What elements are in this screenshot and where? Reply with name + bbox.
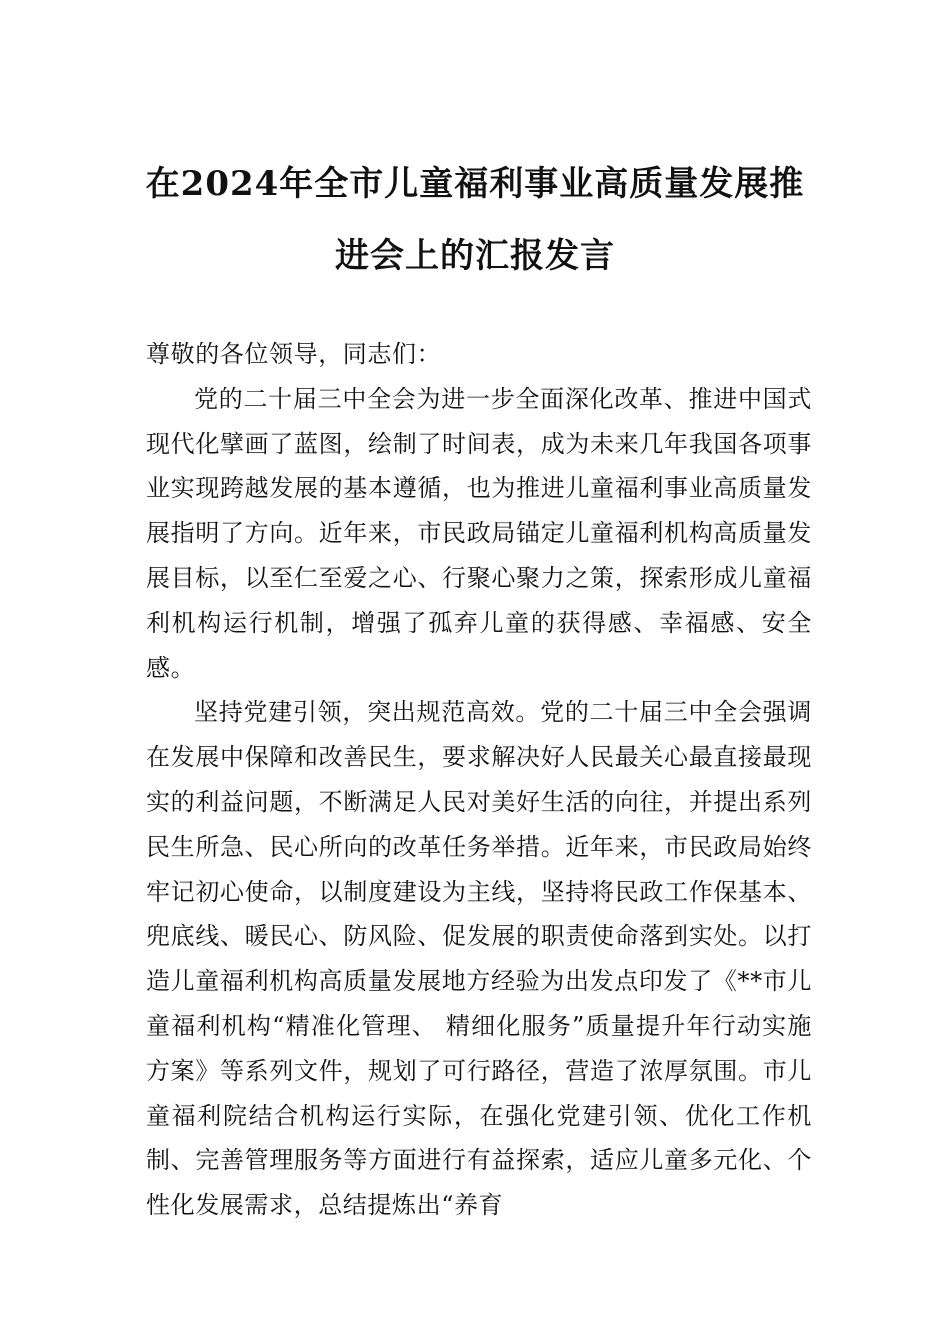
document-title-line-2: 进会上的汇报发言: [335, 236, 615, 276]
paragraph-1: 党的二十届三中全会为进一步全面深化改革、推进中国式现代化擘画了蓝图，绘制了时间表，成为未来几年我国各项事业实现跨越发展的基本遵循，也为推进儿童福利事业高质量发展指明了方向。近年来，市民政局锚定儿童福利机构高质量发展目标，以至仁至爱之心、行聚心聚力之策，探索形成儿童福利机构运行机制，增强了孤弃儿童的获得感、幸福感、安全感。: [146, 384, 812, 682]
document-title-line-1: 在2024年全市儿童福利事业高质量发展推: [145, 164, 805, 204]
document-body: [146, 332, 812, 1228]
paragraph-2: 坚持党建引领，突出规范高效。党的二十届三中全会强调在发展中保障和改善民生，要求解决好人民最关心最直接最现实的利益问题，不断满足人民对美好生活的向往，并提出系列民生所急、民心所向的改革任务举措。近年来，市民政局始终牢记初心使命，以制度建设为主线，坚持将民政工作保基本、兜底线、暖民心、防风险、促发展的职责使命落到实处。以打造儿童福利机构高质量发展地方经验为出发点印发了《**市儿童福利机构“精准化管理、 精细化服务”质量提升年行动实施方案》等系列文件，规划了可行路径，营造了浓厚氛围。市儿童福利院结合机构运行实际，在强化党建引领、优化工作机制、完善管理服务等方面进行有益探索，适应儿童多元化、个性化发展需求，总结提炼出“养育: [146, 698, 812, 1220]
salutation: 尊敬的各位领导，同志们：: [146, 340, 442, 368]
